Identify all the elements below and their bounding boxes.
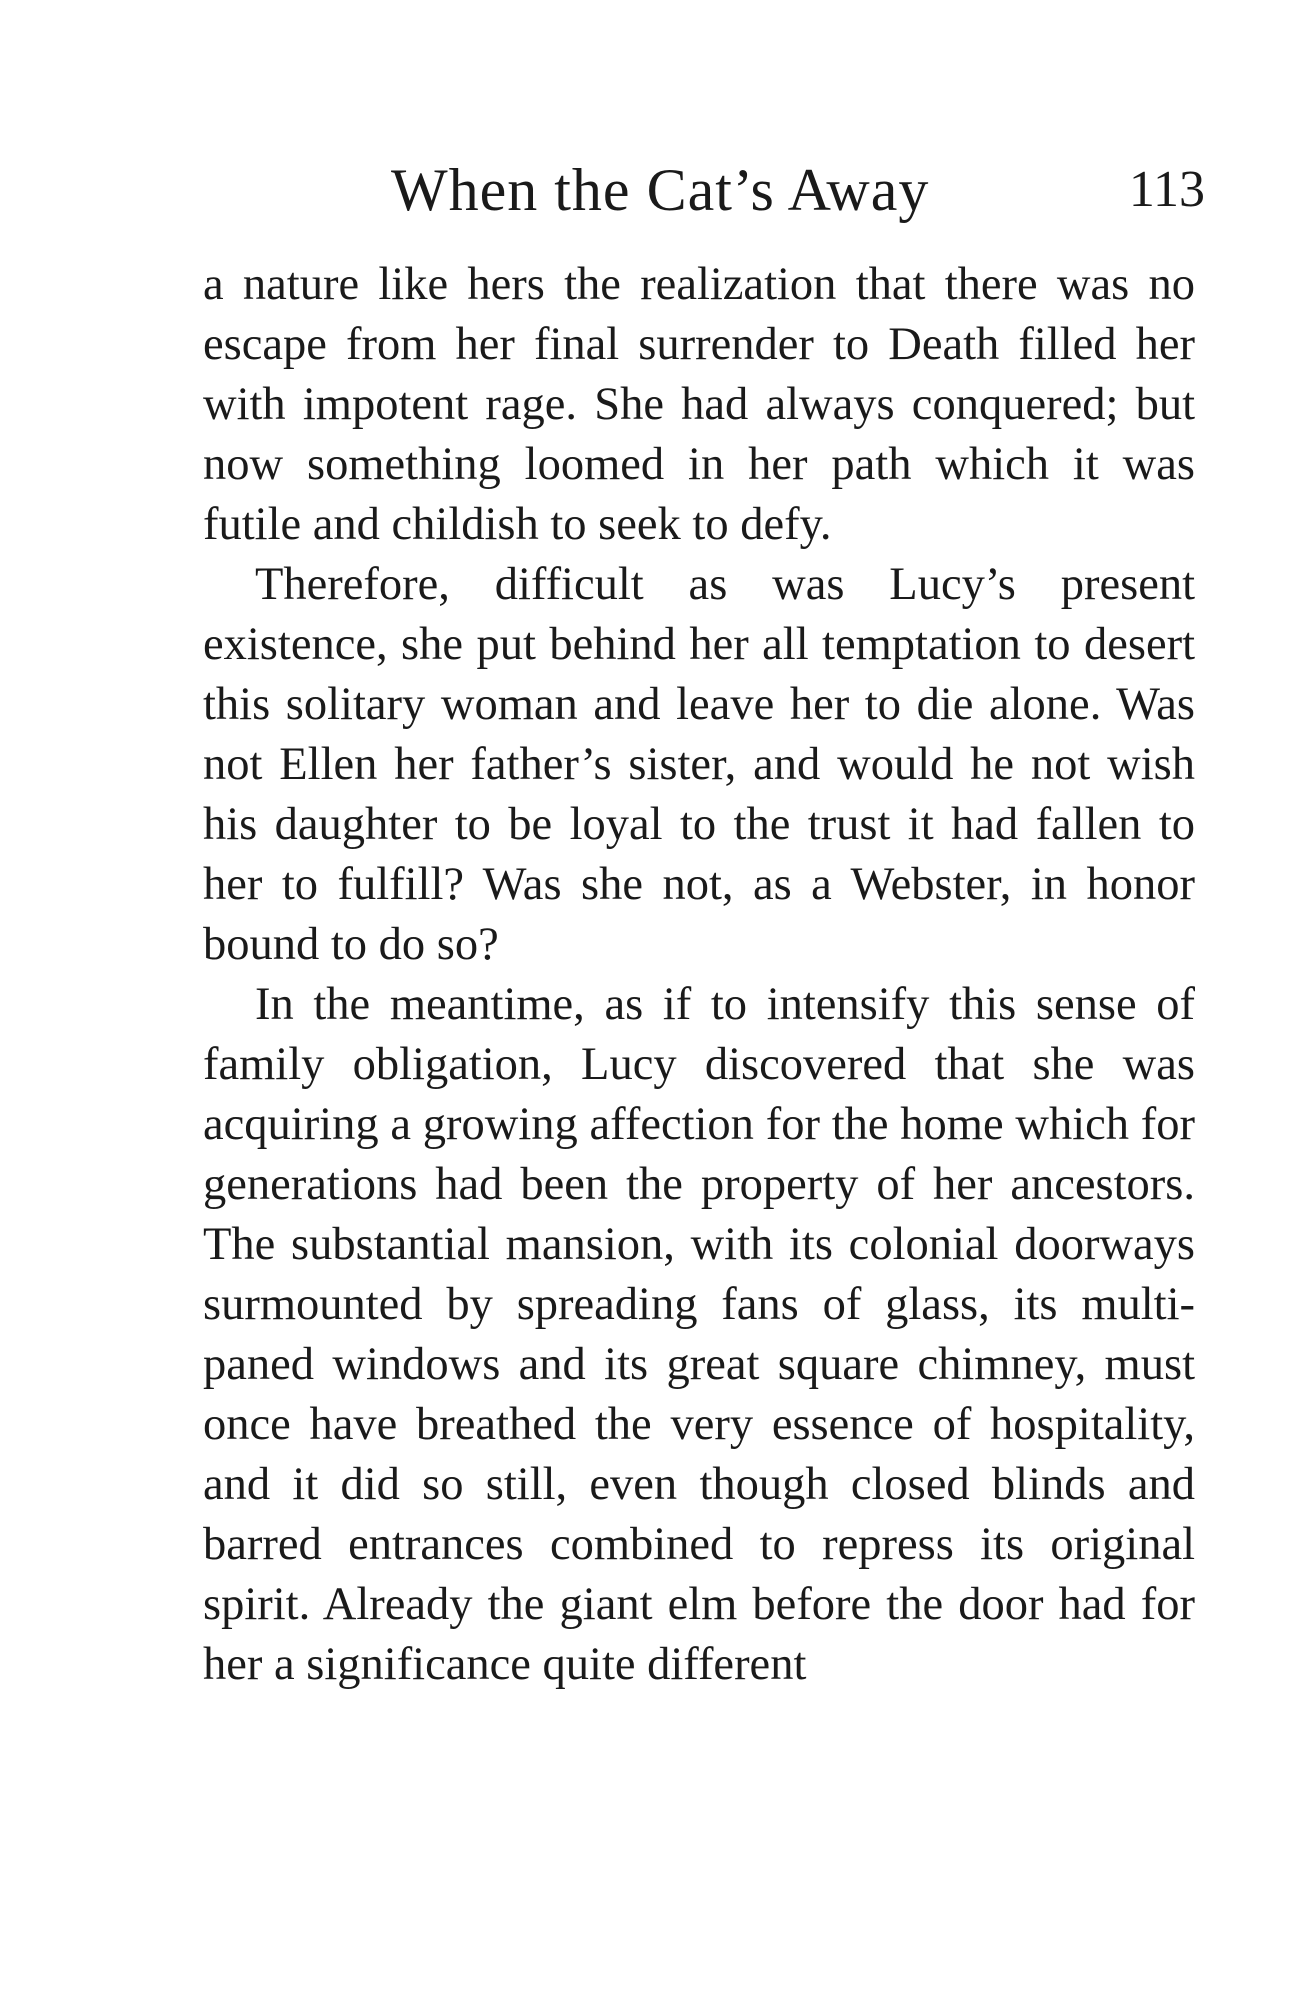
body-text [203,255,1195,1695]
paragraph: Therefore, difficult as was Lucy’s present existence, she put behind her all temptation to desert this solitary woman and leave her to die alone. Was not Ellen her father’s sister, and would he not wish his daughter to be loyal to the trust it had fallen to her to fulfill? Was she not, as a Webster, in honor bound to do so? [203,559,1195,970]
paragraph: In the meantime, as if to intensify this sense of family obligation, Lucy discovered that she was acquiring a growing affection for the home which for generations had been the property of her ancestors. The substantial mansion, with its colonial doorways surmounted by spreading fans of glass, its multi-paned windows and its great square chimney, must once have breathed the very essence of hospitality, and it did so still, even though closed blinds and barred entrances combined to repress its original spirit. Already the giant elm before the door had for her a significance quite different [203,979,1195,1690]
paragraph-continued: a nature like hers the realization that there was no escape from her final surrender to Death filled her with impotent rage. She had always conquered; but now something loomed in her path which it was futile and childish to seek to defy. [203,259,1195,550]
running-title: When the Cat’s Away [391,157,930,223]
page-number: 113 [1128,161,1205,218]
page-header [203,150,1205,230]
